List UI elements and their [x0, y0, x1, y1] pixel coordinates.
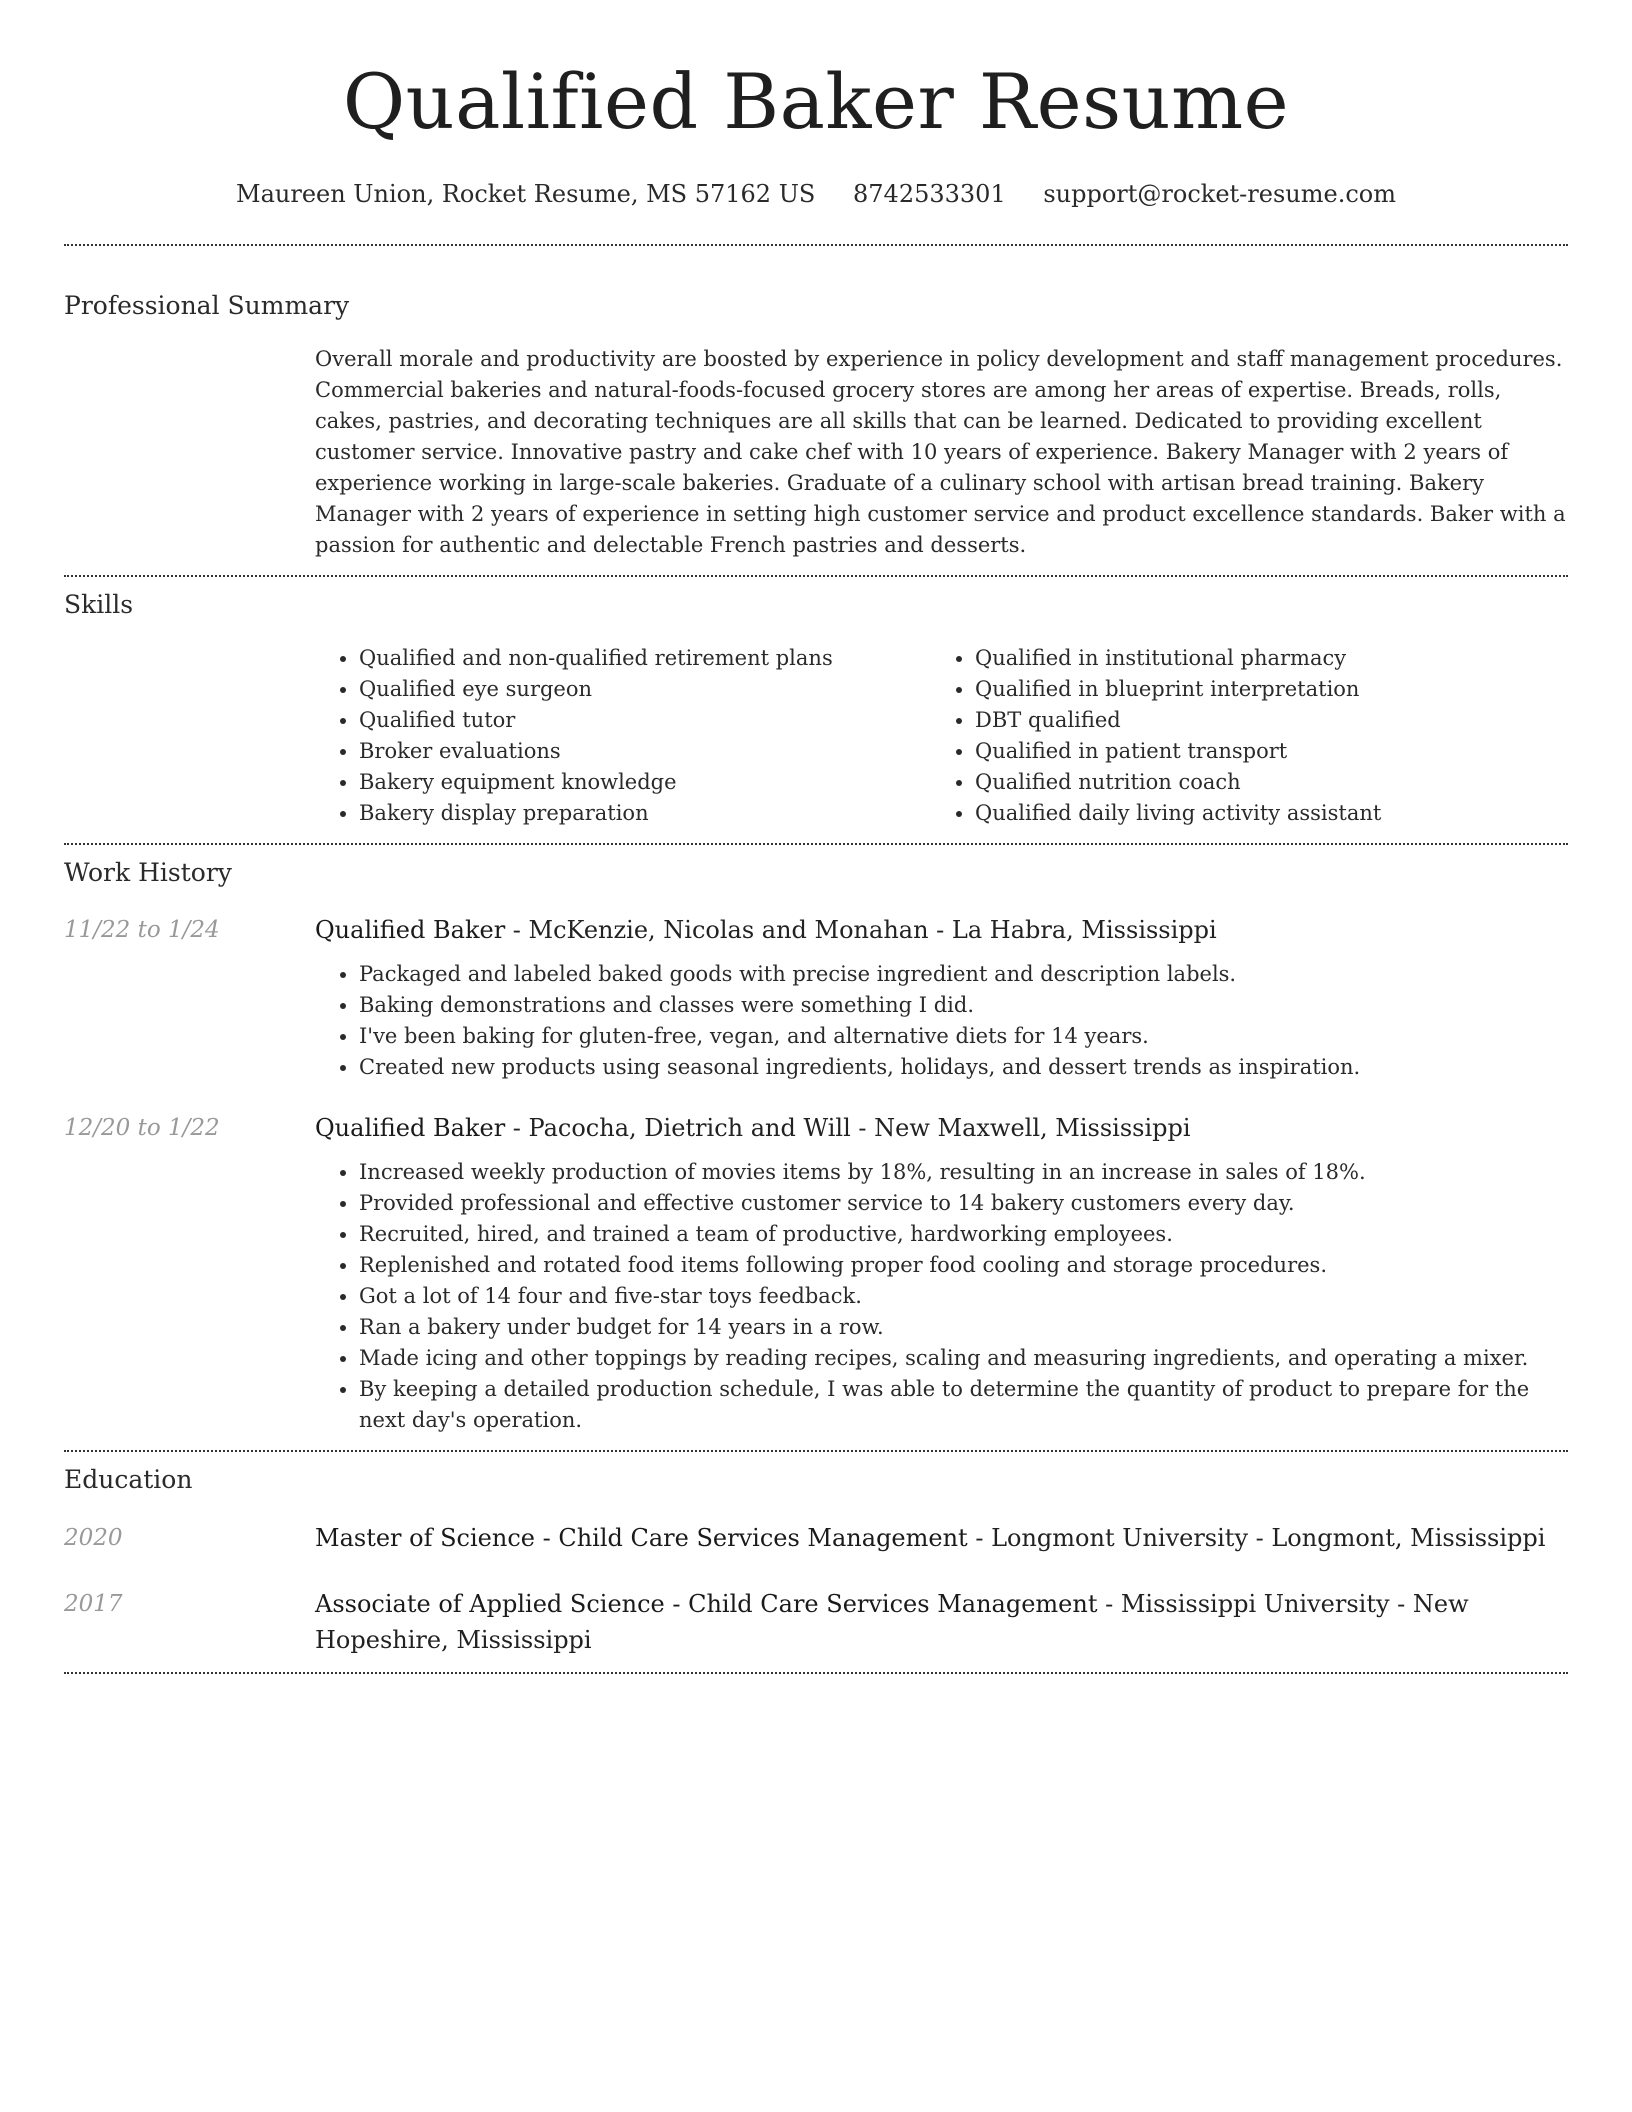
- skill-item: • Bakery display preparation: [359, 798, 931, 829]
- job-title-line: [315, 913, 1360, 947]
- skill-item: • Broker evaluations: [359, 736, 931, 767]
- job-bullet: • Recruited, hired, and trained a team of productive, hardworking employees.: [359, 1219, 1568, 1250]
- skill-item: • DBT qualified: [975, 705, 1547, 736]
- contact-address: Maureen Union, Rocket Resume, MS 57162 US: [236, 180, 816, 208]
- skill-item: • Qualified in blueprint interpretation: [975, 674, 1547, 705]
- education-degree: Master of Science - Child Care Services Management: [315, 1524, 968, 1552]
- skills-section: [64, 577, 1568, 829]
- skills-column-right: [931, 643, 1547, 829]
- work-section: [64, 845, 1568, 1450]
- job-title: Qualified Baker: [315, 1114, 506, 1142]
- contact-phone: 8742533301: [853, 180, 1006, 208]
- job-bullet: • I've been baking for gluten-free, vegan, and alternative diets for 14 years.: [359, 1021, 1360, 1052]
- job-bullet: • Made icing and other toppings by reading recipes, scaling and measuring ingredients, and operating a mixer.: [359, 1343, 1568, 1374]
- job-title: Qualified Baker: [315, 916, 506, 944]
- contact-email: support@rocket-resume.com: [1043, 180, 1396, 208]
- skill-item: • Qualified and non-qualified retirement plans: [359, 643, 931, 674]
- work-heading: Work History: [64, 858, 232, 887]
- job-bullet: • Replenished and rotated food items following proper food cooling and storage procedures.: [359, 1250, 1568, 1281]
- job-bullet: • By keeping a detailed production schedule, I was able to determine the quantity of product to prepare for the next day's operation.: [359, 1374, 1568, 1436]
- education-school-location: - Mississippi University - New Hopeshire, Mississippi: [315, 1590, 1469, 1654]
- education-year: 2017: [64, 1591, 123, 1617]
- education-heading: Education: [64, 1465, 193, 1494]
- skill-item: • Qualified tutor: [359, 705, 931, 736]
- job-employer-location: - McKenzie, Nicolas and Monahan - La Habra, Mississippi: [505, 916, 1217, 944]
- job-dates: 12/20 to 1/22: [64, 1115, 220, 1141]
- education-entry: [64, 1520, 1568, 1556]
- contact-line: [64, 178, 1568, 210]
- job-bullet: • Created new products using seasonal ingredients, holidays, and dessert trends as inspiration.: [359, 1052, 1360, 1083]
- skill-item: • Qualified in institutional pharmacy: [975, 643, 1547, 674]
- job-entry: [64, 1111, 1568, 1450]
- skill-item: • Qualified eye surgeon: [359, 674, 931, 705]
- skill-item: • Bakery equipment knowledge: [359, 767, 931, 798]
- summary-section: [64, 246, 1568, 561]
- skills-column-left: [315, 643, 931, 829]
- divider: [64, 1672, 1568, 1674]
- job-bullet: • Provided professional and effective customer service to 14 bakery customers every day.: [359, 1188, 1568, 1219]
- job-bullet: • Increased weekly production of movies items by 18%, resulting in an increase in sales of 18%.: [359, 1157, 1568, 1188]
- skill-item: • Qualified daily living activity assistant: [975, 798, 1547, 829]
- skill-item: • Qualified in patient transport: [975, 736, 1547, 767]
- skill-item: • Qualified nutrition coach: [975, 767, 1547, 798]
- job-title-line: [315, 1111, 1568, 1145]
- education-section: [64, 1452, 1568, 1672]
- education-year: 2020: [64, 1525, 123, 1551]
- summary-heading: Professional Summary: [64, 291, 350, 320]
- education-school-location: - Longmont University - Longmont, Mississippi: [967, 1524, 1546, 1552]
- job-bullet: • Baking demonstrations and classes were something I did.: [359, 990, 1360, 1021]
- job-employer-location: - Pacocha, Dietrich and Will - New Maxwell, Mississippi: [505, 1114, 1191, 1142]
- job-dates: 11/22 to 1/24: [64, 917, 220, 943]
- education-details: [315, 1586, 1568, 1658]
- summary-text: Overall morale and productivity are boosted by experience in policy development and staff management procedures. Commercial bakeries and natural-foods-focused grocery stores are among her areas of expertise. Breads, rolls, cakes, pastries, and decorating techniques are all skills that can be learned. Dedicated to providing excellent customer service. Innovative pastry and cake chef with 10 years of experience. Bakery Manager with 2 years of experience working in large-scale bakeries. Graduate of a culinary school with artisan bread training. Bakery Manager with 2 years of experience in setting high customer service and product excellence standards. Baker with a passion for authentic and delectable French pastries and desserts.: [315, 347, 1566, 557]
- job-bullet: • Got a lot of 14 four and five-star toys feedback.: [359, 1281, 1568, 1312]
- job-entry: [64, 913, 1568, 1083]
- job-bullets: [315, 1157, 1568, 1436]
- skills-heading: Skills: [64, 590, 134, 619]
- resume-title: Qualified Baker Resume: [342, 57, 1290, 146]
- job-bullet: • Packaged and labeled baked goods with precise ingredient and description labels.: [359, 959, 1360, 990]
- education-details: [315, 1520, 1545, 1556]
- job-bullet: • Ran a bakery under budget for 14 years in a row.: [359, 1312, 1568, 1343]
- skills-grid: [315, 643, 1568, 829]
- education-entry: [64, 1586, 1568, 1658]
- job-bullets: [315, 959, 1360, 1083]
- education-degree: Associate of Applied Science - Child Care Services Management: [315, 1590, 1098, 1618]
